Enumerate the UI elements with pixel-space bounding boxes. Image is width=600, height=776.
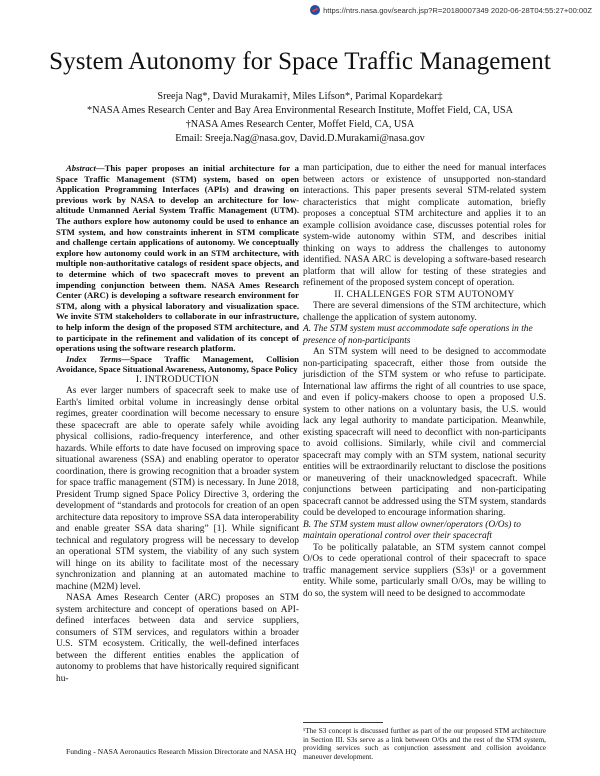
subsection-b-paragraph: To be politically palatable, an STM system cannot compel O/Os to cede operational control of their spacecraft to space traffic management service suppliers (S3s)¹ or a government entity. While some, particularly small O/Os, may be willing to do so, the system will need to be designed to accommodate — [303, 542, 546, 599]
affiliation-2: †NASA Ames Research Center, Moffet Field, CA, USA — [185, 119, 415, 130]
footnote-rule — [303, 722, 383, 723]
author-emails: Email: Sreeja.Nag@nasa.gov, David.D.Murakami@nasa.gov — [175, 133, 425, 144]
intro-paragraph-1: As ever larger numbers of spacecraft seek to make use of Earth's limited orbital volume in increasingly dense orbital regimes, greater coordination will become necessary to ensure these spacecraft are able to operate safely while avoiding physical collisions, radio-frequency interference, and other hazards. While efforts to date have focused on improving space situational awareness (SSA) and enabling operator to operator coordination, there is growing recognition that a broader system for space traffic management (STM) is necessary. In June 2018, President Trump signed Space Policy Directive 3, ordering the development of “standards and protocols for creation of an open architecture data repository to improve SSA data interoperability and enable greater SSA data sharing” [1]. While significant technical and regulatory progress will be necessary to develop an operational STM system, the viability of any such system will hinge on its ability to facilitate most of the necessary synchronization and planning at an automated machine to machine (M2M) level. — [56, 386, 299, 592]
index-terms-lead: Index Terms — [66, 353, 122, 364]
paper-title: System Autonomy for Space Traffic Management — [49, 48, 551, 75]
abstract-text: This paper proposes an initial architecture for a Space Traffic Management (STM) system, based on open Application Programming Interfaces (APIs) and drawing on previous work by NASA to develop an architecture for low-altitude Unmanned Aerial System Traffic Management (UTM). The authors explore how autonomy could be used to enhance an STM system, and how constraints inherent in STM complicate and challenge certain applications of autonomy. We conceptually explore how autonomy could work in an STM architecture, with multiple non-authoritative catalogs of resident space objects, and to determine which of two spacecraft moves to prevent an impending conjunction between them. NASA Ames Research Center (ARC) is developing a software research environment for STM, along with a physical laboratory and visualization space. We invite STM stakeholders to collaborate in our infrastructure, to help inform the design of the proposed STM architecture, and to participate in the refinement and validation of its concept of operations using the software research platform. — [56, 163, 299, 354]
affiliation-1: *NASA Ames Research Center and Bay Area Environmental Research Institute, Moffet Field, CA, USA — [87, 105, 513, 116]
source-url-bar — [310, 4, 592, 16]
right-column — [303, 163, 546, 600]
abstract — [56, 163, 299, 354]
author-names: Sreeja Nag*, David Murakami†, Miles Lifson*, Parimal Kopardekar‡ — [157, 91, 443, 102]
section-2-heading: II. CHALLENGES FOR STM AUTONOMY — [334, 289, 515, 300]
footnote: ¹The S3 concept is discussed further as part of the our proposed STM architecture in Section III. S3s serve as a link between O/Os and the rest of the STM system, providing services such as conjunction assessment and collision avoidance maneuver development. — [303, 726, 546, 761]
intro-paragraph-2: NASA Ames Research Center (ARC) proposes an STM system architecture and concept of operations based on API-defined interfaces between data and service suppliers, consumers of STM services, and regulators within a broader U.S. STM ecosystem. Critically, the well-defined interfaces between the different entities enables the application of autonomy to problems that have historically required significant hu- — [56, 593, 299, 684]
left-column — [56, 163, 299, 685]
subsection-a-paragraph: An STM system will need to be designed to accommodate non-participating spacecraft, either those from outside the jurisdiction of the STM system or who refuse to participate. International law affirms the right of all countries to use space, and even if policy-makers choose to open a proposed U.S. system to other nations on a voluntary basis, the U.S. would lack any legal authority to mandate participation. Meanwhile, existing spacecraft will need to deconflict with non-participants to avoid collisions. Similarly, while civil and commercial spacecraft may comply with an STM system, national security entities will be extraordinarily reluctant to disclose the positions or maneuvering of their unacknowledged spacecraft. While conjunctions between participating and non-participating spacecraft cannot be addressed using the STM system, standards could be developed to encourage information sharing. — [303, 347, 546, 518]
section-2-intro: There are several dimensions of the STM architecture, which challenge the application of system autonomy. — [303, 301, 546, 323]
nasa-logo-icon — [310, 5, 320, 15]
subsection-a-heading: A. The STM system must accommodate safe operations in the presence of non-participants — [303, 324, 533, 346]
subsection-b-heading: B. The STM system must allow owner/operators (O/Os) to maintain operational control over their spacecraft — [303, 519, 521, 541]
abstract-lead: Abstract— — [66, 163, 105, 173]
source-url[interactable]: https://ntrs.nasa.gov/search.jsp?R=20180007349 2020-06-28T04:55:27+00:00Z — [323, 5, 592, 15]
author-block — [0, 90, 600, 146]
section-1-heading: I. INTRODUCTION — [135, 374, 220, 385]
intro-paragraph-2-continued: man participation, due to either the need for manual interfaces between actors or existence of unsupported non-standard interactions. This paper presents several STM-related system characteristics that might complicate automation, briefly proposes a conceptual STM architecture and applies it to an example collision avoidance case, discusses potential roles for system-wide autonomy within STM, and describes initial thinking on ways to address the challenges to autonomy identified. NASA ARC is developing a software-based research platform that will allow for testing of these strategies and refinement of the proposed system concept of operation. — [303, 163, 546, 288]
index-terms — [56, 354, 299, 375]
funding-note: Funding - NASA Aeronautics Research Mission Directorate and NASA HQ — [66, 747, 297, 756]
index-terms-text: —Space Traffic Management, Collision Avoidance, Space Situational Awareness, Autonomy, Space Policy — [56, 353, 300, 375]
